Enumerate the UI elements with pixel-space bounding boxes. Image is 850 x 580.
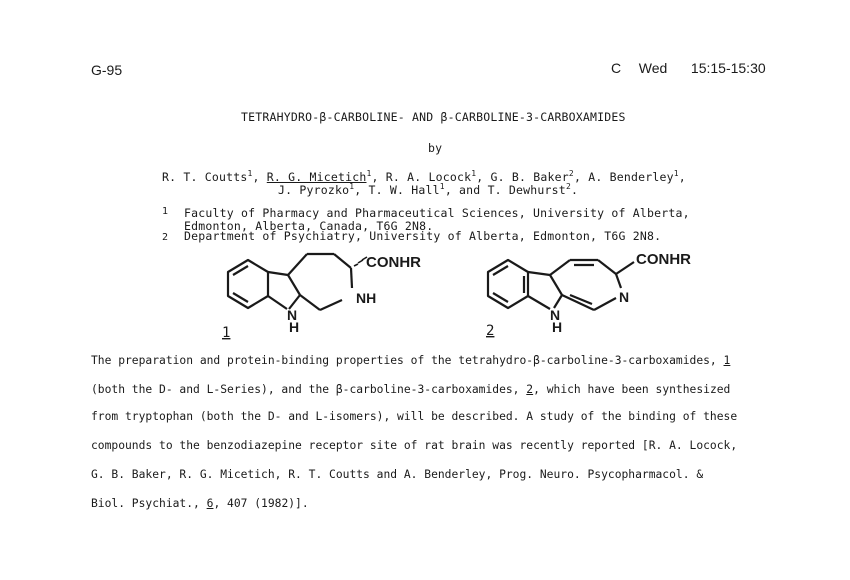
author: A. Benderley bbox=[588, 170, 674, 184]
author-presenting: R. G. Micetich bbox=[266, 170, 367, 184]
compound-ref-1: 1 bbox=[723, 354, 731, 367]
abstract-line: (both the D- and L-Series), and the β-carboline-3-carboxamides, 2, which have been synthesized bbox=[91, 383, 731, 396]
structure-2-ring-n: N bbox=[619, 289, 630, 305]
session-slot bbox=[611, 60, 766, 76]
structure-2-diagram bbox=[466, 238, 716, 338]
structure-1-label: 1 bbox=[222, 325, 231, 340]
author: T. Dewhurst bbox=[487, 183, 566, 197]
affiliation-number: 1 bbox=[162, 206, 169, 217]
abstract-line: G. B. Baker, R. G. Micetich, R. T. Coutts and A. Benderley, Prog. Neuro. Psycopharmacol. & bbox=[91, 468, 704, 481]
structure-2-h: H bbox=[552, 319, 563, 335]
affiliation-line: Department of Psychiatry, University of Alberta, Edmonton, T6G 2N8. bbox=[184, 229, 662, 243]
author: J. Pyrozko bbox=[278, 183, 350, 197]
abstract-line: from tryptophan (both the D- and L-isomers), will be described. A study of the binding of these bbox=[91, 410, 738, 423]
compound-ref-2: 2 bbox=[526, 383, 534, 396]
abstract-line: Biol. Psychiat., 6, 407 (1982)]. bbox=[91, 497, 309, 510]
structure-1-h: H bbox=[289, 319, 300, 335]
by-line: by bbox=[428, 141, 443, 155]
structure-2-group: CONHR bbox=[636, 251, 691, 268]
paper-title: TETRAHYDRO-β-CARBOLINE- AND β-CARBOLINE-3-CARBOXAMIDES bbox=[241, 110, 626, 124]
author: R. A. Locock bbox=[385, 170, 472, 184]
author-list-line1: R. T. Coutts$^1$, R. G. Micetich$^1$, R. A. Locock$^1$, G. B. Baker$^2$, A. Benderley$^1$, bbox=[162, 169, 686, 184]
author: R. T. Coutts bbox=[162, 170, 248, 184]
affiliation-number: 2 bbox=[162, 232, 169, 243]
session-letter: C bbox=[611, 60, 622, 76]
structure-1-n: N bbox=[287, 307, 298, 323]
volume-ref: 6 bbox=[206, 497, 214, 510]
session-day: Wed bbox=[638, 60, 668, 76]
structure-1-nh: NH bbox=[356, 290, 377, 306]
session-code: G-95 bbox=[91, 62, 123, 78]
abstract-line: The preparation and protein-binding properties of the tetrahydro-β-carboline-3-carboxamides, 1 bbox=[91, 354, 731, 367]
session-time: 15:15-15:30 bbox=[690, 60, 766, 76]
structure-1-diagram bbox=[200, 240, 450, 340]
author: G. B. Baker bbox=[490, 170, 569, 184]
structure-2-label: 2 bbox=[486, 323, 495, 338]
structure-2-n: N bbox=[550, 307, 561, 323]
abstract-line: compounds to the benzodiazepine receptor site of rat brain was recently reported [R. A. Locock, bbox=[91, 439, 738, 452]
author-list-line2: J. Pyrozko$^1$, T. W. Hall$^1$, and T. Dewhurst$^2$. bbox=[278, 182, 579, 197]
affiliation-line: Edmonton, Alberta, Canada, T6G 2N8. bbox=[184, 219, 434, 233]
structure-1-group: CONHR bbox=[366, 254, 421, 271]
author: T. W. Hall bbox=[368, 183, 440, 197]
affiliation-line: Faculty of Pharmacy and Pharmaceutical Sciences, University of Alberta, bbox=[184, 206, 690, 220]
